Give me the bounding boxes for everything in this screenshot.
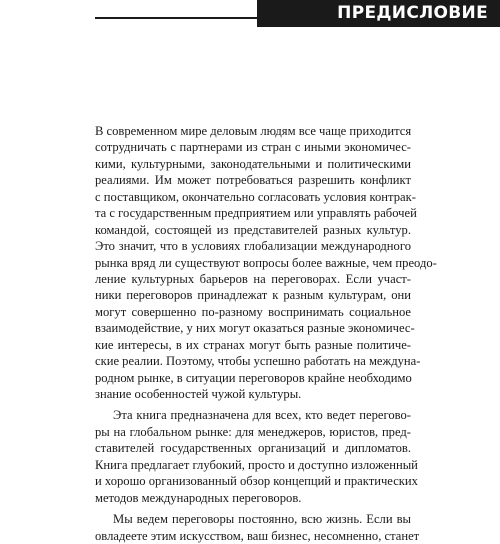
text-line: кими, культурными, законодательными и политическими: [95, 156, 411, 171]
text-line: могут совершенно по-разному воспринимать социальное: [95, 304, 411, 319]
header-bar: [257, 0, 500, 27]
text-line: с поставщиком, окончательно согласовать условия контрак-: [95, 189, 416, 204]
paragraph: [95, 511, 420, 544]
text-line: ры на глобальном рынке: для менеджеров, юристов, пред-: [95, 424, 411, 439]
text-line: рынка вряд ли существуют вопросы более важные, чем преодо-: [95, 255, 437, 270]
text-line: сотрудничать с партнерами из стран с иными экономичес-: [95, 140, 411, 155]
text-line: знание особенностей чужой культуры.: [95, 387, 302, 401]
text-line: реалиями. Им может потребоваться разрешить конфликт: [95, 173, 411, 188]
chapter-title: ПРЕДИСЛОВИЕ: [337, 3, 488, 23]
text-line: и хорошо организованный обзор концепций и практических: [95, 474, 418, 489]
text-line: Книга предлагает глубокий, просто и доступно изложенный: [95, 457, 418, 472]
text-line: Эта книга предназначена для всех, кто ведет перегово-: [113, 408, 411, 423]
text-line: ставителей государственных организаций и дипломатов.: [95, 441, 411, 456]
text-line: овладеете этим искусством, ваш бизнес, несомненно, станет: [95, 528, 420, 543]
text-line: В современном мире деловым людям все чаще приходится: [95, 124, 412, 138]
text-line: ление культурных барьеров на переговорах. Если участ-: [95, 271, 411, 286]
header-rule: [95, 17, 257, 19]
body-text: [95, 123, 437, 544]
text-line: кие интересы, в их странах могут быть разные политиче-: [95, 337, 411, 352]
paragraph: [95, 407, 418, 506]
text-line: та с государственным предприятием или управлять рабочей: [95, 206, 417, 221]
text-line: Это значит, что в условиях глобализации международного: [95, 239, 411, 254]
text-line: родном рынке, в ситуации переговоров крайне необходимо: [95, 370, 412, 385]
text-line: взаимодействие, у них могут оказаться разные экономичес-: [95, 321, 415, 336]
text-line: Мы ведем переговоры постоянно, всю жизнь. Если вы: [113, 512, 411, 527]
text-line: ские реалии. Поэтому, чтобы успешно работать на междуна-: [95, 354, 421, 369]
paragraph: [95, 123, 437, 402]
text-line: ники переговоров принадлежат к разным культурам, они: [95, 288, 411, 303]
text-line: методов международных переговоров.: [95, 490, 302, 505]
text-line: командой, состоящей из представителей разных культур.: [95, 222, 411, 237]
